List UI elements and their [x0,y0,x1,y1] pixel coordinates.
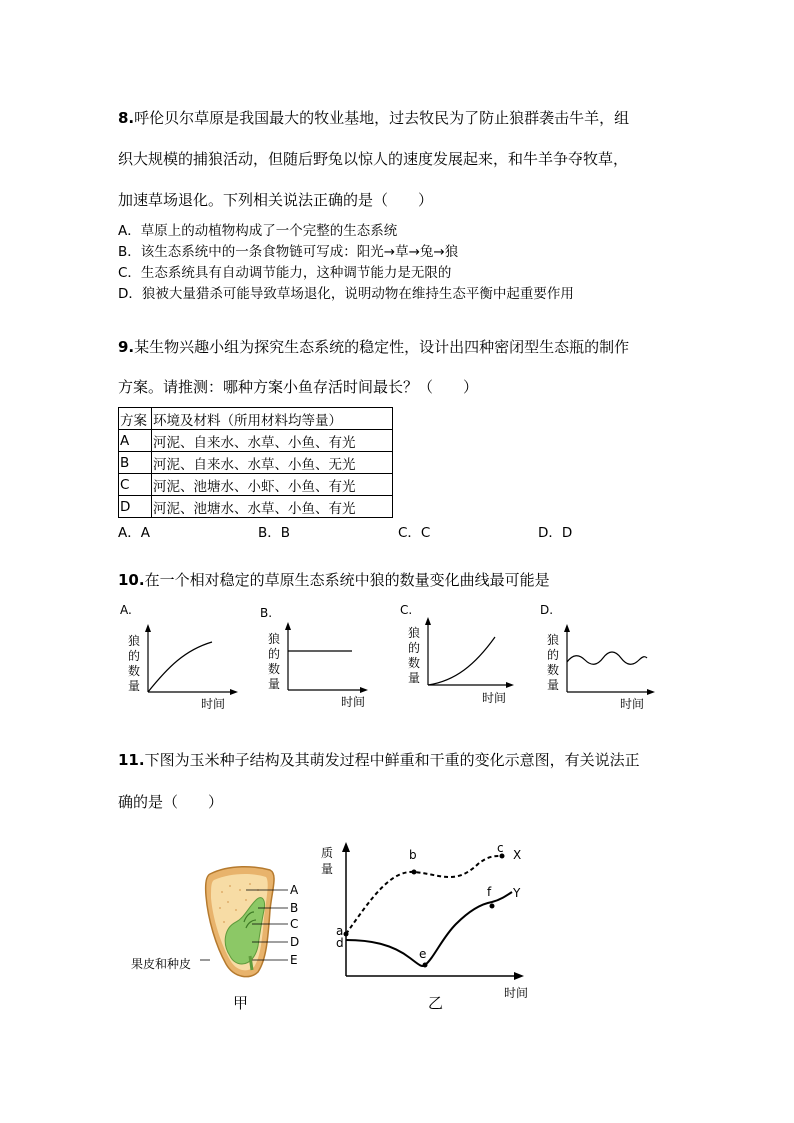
q8-line1: 8.呼伦贝尔草原是我国最大的牧业基地，过去牧民为了防止狼群袭击牛羊，组 [118,109,630,127]
q9-number: 9. [118,338,135,356]
table-row [119,430,393,452]
q11-number: 11. [118,751,145,769]
graph-d-label: D. [540,603,554,617]
seed-part-d: D [290,935,300,949]
q8-option-a: A．草原上的动植物构成了一个完整的生态系统 [118,223,398,239]
graph-d-xlabel: 时间 [620,697,645,711]
graph-b-label: B. [260,606,273,620]
table-cell: C [119,474,152,496]
seed-part-a: A [290,883,299,897]
mass-graph-ylabel: 质 量 [321,846,334,876]
q8-option-d: D．狼被大量猎杀可能导致草场退化，说明动物在维持生态平衡中起重要作用 [118,286,574,302]
q11-line2: 确的是（ ） [118,793,224,811]
table-cell: 河泥、池塘水、水草、小鱼、有光 [152,496,393,518]
table-cell: B [119,452,152,474]
graph-c-xlabel: 时间 [482,691,507,705]
table-cell: 河泥、自来水、水草、小鱼、有光 [152,430,393,452]
q9-line2: 方案。请推测：哪种方案小鱼存活时间最长？（ ） [118,378,479,396]
graph-a-xlabel: 时间 [201,697,226,711]
seed-caption: 甲 [233,994,249,1012]
q10-number: 10. [118,571,145,589]
q9-answer-c: C．C [398,525,431,541]
table-row [119,452,393,474]
q8-line2: 织大规模的捕狼活动，但随后野兔以惊人的速度发展起来，和牛羊争夺牧草， [118,150,629,168]
graph-a [140,622,240,696]
point-b-label: b [409,848,417,862]
table-header-cell: 环境及材料（所用材料均等量） [152,408,393,430]
graph-a-ylabel: 狼 的 数 量 [128,634,141,693]
mass-graph [330,840,530,990]
q8-option-c: C．生态系统具有自动调节能力，这种调节能力是无限的 [118,265,452,281]
graph-c-ylabel: 狼 的 数 量 [408,626,421,685]
table-row [119,496,393,518]
graph-c-label: C. [400,603,413,617]
graph-b-ylabel: 狼 的 数 量 [268,632,281,691]
q9-line1: 9.某生物兴趣小组为探究生态系统的稳定性，设计出四种密闭型生态瓶的制作 [118,338,630,356]
point-f-label: f [487,885,492,899]
graph-b [280,620,380,694]
q8-line3: 加速草场退化。下列相关说法正确的是（ ） [118,191,434,209]
seed-part-e: E [290,953,298,967]
q11-line1: 11.下图为玉米种子结构及其萌发过程中鲜重和干重的变化示意图，有关说法正 [118,751,640,769]
q9-answer-b: B．B [258,525,291,541]
q9-answer-a: A．A [118,525,150,541]
table-cell: 河泥、池塘水、小虾、小鱼、有光 [152,474,393,496]
table-row [119,474,393,496]
q8-option-b: B．该生态系统中的一条食物链可写成：阳光→草→兔→狼 [118,244,459,260]
mass-graph-xlabel: 时间 [504,986,529,1000]
plan-table [118,407,393,518]
graph-d-ylabel: 狼 的 数 量 [547,633,560,692]
table-header-row [119,408,393,430]
series-y-label: Y [513,886,521,900]
q10-stem: 10.在一个相对稳定的草原生态系统中狼的数量变化曲线最可能是 [118,571,550,589]
q8-number: 8. [118,109,135,127]
graph-b-xlabel: 时间 [341,695,366,709]
mass-graph-caption: 乙 [428,994,444,1012]
seed-part-b: B [290,901,299,915]
graph-d [559,622,659,696]
pericarp-label: 果皮和种皮 [131,957,192,971]
graph-a-label: A. [120,603,132,617]
table-cell: D [119,496,152,518]
q9-answer-d: D．D [538,525,573,541]
point-a-label: a [336,924,344,938]
seed-part-c: C [290,917,299,931]
point-e-label: e [419,947,427,961]
point-c-label: c [497,841,504,855]
table-cell: 河泥、自来水、水草、小鱼、无光 [152,452,393,474]
graph-c [420,615,520,689]
table-cell: A [119,430,152,452]
point-d-label: d [336,936,344,950]
table-header-cell: 方案 [119,408,152,430]
series-x-label: X [513,848,522,862]
